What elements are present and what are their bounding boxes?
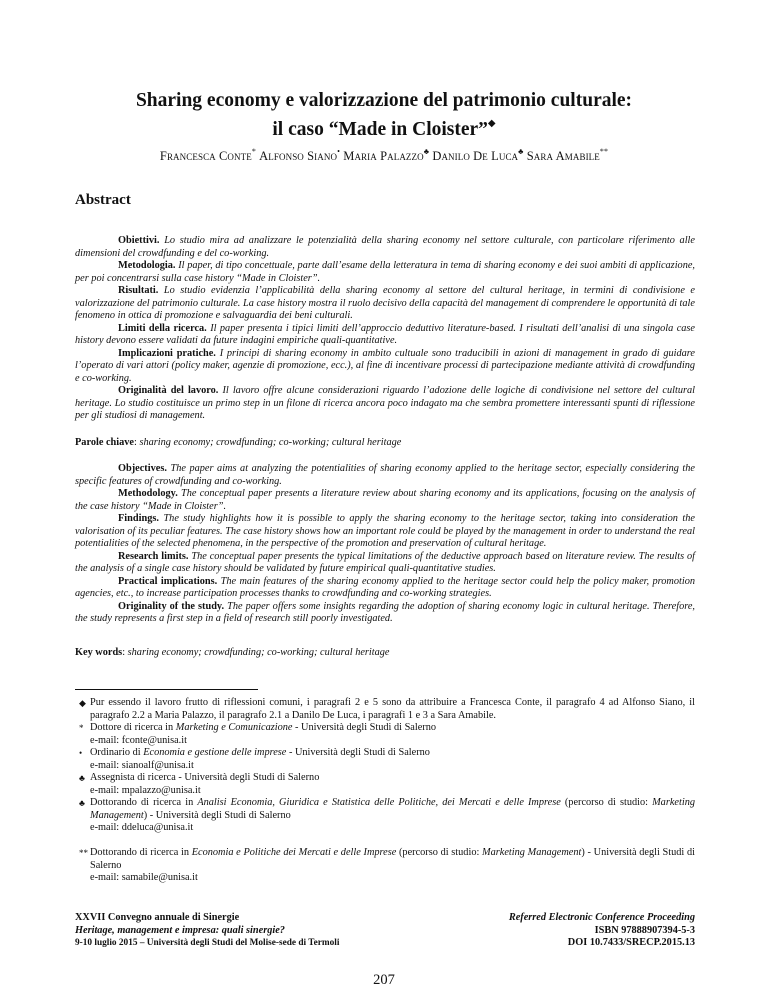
paragraph-text: Lo studio mira ad analizzare le potenzialità della sharing economy nel settore culturale, con particolare riferimento alle dimensioni del crowdfunding e del co-working. <box>75 235 695 259</box>
paragraph-label: Risultati. <box>118 285 159 296</box>
abstract-italian <box>75 235 695 423</box>
author-mark: ♣ <box>423 147 430 156</box>
footnote-text: Assegnista di ricerca - Università degli Studi di Salerno e-mail: mpalazzo@unisa.it <box>90 772 320 796</box>
abstract-paragraph <box>75 551 695 576</box>
paragraph-text: Il paper presenta i tipici limiti dell’approccio deduttivo literature-based. I risultati dell’analisi di una singola case history devono essere validati da future indagini empiriche quali-quantitative. <box>75 322 695 346</box>
abstract-paragraph <box>75 235 695 260</box>
abstract-paragraph <box>75 576 695 601</box>
abstract-paragraph <box>75 513 695 551</box>
paragraph-label: Implicazioni pratiche. <box>118 347 216 359</box>
paper-title-line2 <box>0 112 768 141</box>
footnote <box>75 747 695 772</box>
author-list <box>0 147 768 164</box>
footnote <box>75 722 695 747</box>
paragraph-label: Metodologia. <box>118 260 176 271</box>
paragraph-label: Objectives. <box>118 463 167 474</box>
author-mark: * <box>251 147 256 156</box>
footer-proceeding: Referred Electronic Conference Proceeding <box>508 912 695 923</box>
footnote-text: Dottorando di ricerca in Analisi Economia, Giuridica e Statistica delle Politiche, dei Mercati e delle Imprese (percorso di studio: Marketing Management) - Università degli Studi di Salerno e-mail: ddeluca@unisa.it <box>90 797 696 833</box>
author-name: Francesca Conte <box>159 149 252 163</box>
paragraph-text: Il lavoro offre alcune considerazioni riguardo l’adozione delle logiche di condivisione nel settore del cultural heritage. Lo studio costituisce un primo step in un filone di ricerca ancora poco indagato ma che sembra promettere interessanti spunti di riflessione per gli studiosi di management. <box>75 385 696 421</box>
abstract-paragraph <box>75 463 695 488</box>
keywords-text: sharing economy; crowdfunding; co-working; cultural heritage <box>139 437 402 448</box>
footnote-email: e-mail: mpalazzo@unisa.it <box>90 784 201 796</box>
footnote-mark: ◆ <box>79 698 86 708</box>
page-number: 207 <box>373 972 395 988</box>
author-name: Maria Palazzo <box>343 149 424 163</box>
footnote-text: Dottorando di ricerca in Economia e Politiche dei Mercati e delle Imprese (percorso di studio: Marketing Management) - Università degli Studi di Salerno e-mail: samabile@unisa.it <box>90 847 695 883</box>
paragraph-label: Methodology. <box>118 488 178 499</box>
footnote-text: Dottore di ricerca in Marketing e Comunicazione - Università degli Studi di Salerno e-mail: fconte@unisa.it <box>90 722 437 746</box>
author-name: Sara Amabile <box>526 149 600 163</box>
paragraph-label: Practical implications. <box>118 575 218 587</box>
keywords-label: Key words <box>75 647 123 658</box>
keywords-label: Parole chiave <box>75 437 135 448</box>
footnote-separator <box>75 689 258 690</box>
paragraph-text: Il paper, di tipo concettuale, parte dall’esame della letteratura in tema di sharing economy e dei suoi ambiti di applicazione, per poi concentrarsi sulla case history “Made in Cloister”. <box>75 260 695 284</box>
paragraph-text: I principi di sharing economy in ambito cultuale sono traducibili in azioni di management in grado di guidare l’operato di vari attori (policy maker, agenzie di promozione, ecc.), al fine di incentivare processi di partecipazione mediante attività di crowdfunding e co-working. <box>75 347 696 384</box>
author-name: Alfonso Siano <box>259 149 338 163</box>
footer-isbn: ISBN 97888907394-5-3 <box>594 924 695 936</box>
footnote <box>75 772 695 797</box>
footer-doi: DOI 10.7433/SRECP.2015.13 <box>567 937 695 948</box>
footnote-email: e-mail: fconte@unisa.it <box>90 734 187 746</box>
abstract-paragraph <box>75 260 695 285</box>
footnote-mark: ** <box>79 848 88 858</box>
footnote-mark: * <box>79 723 84 733</box>
paragraph-text: The conceptual paper presents a literature review about sharing economy and its applications, focusing on the analysis of the case history “Made in Cloister”. <box>75 488 695 512</box>
abstract-heading: Abstract <box>75 192 131 208</box>
paragraph-label: Findings. <box>118 513 159 524</box>
abstract-paragraph <box>75 323 695 348</box>
footnote <box>75 697 695 722</box>
paragraph-text: The paper aims at analyzing the potentialities of sharing economy applied to the heritage sector, especially considering the specific features of crowdfunding and co-working. <box>75 463 696 487</box>
footnote-text: Ordinario di Economia e gestione delle imprese - Università degli Studi di Salerno e-mail: sianoalf@unisa.it <box>90 747 430 771</box>
paragraph-label: Originality of the study. <box>118 600 225 612</box>
author-mark: ♣ <box>518 147 524 156</box>
footnote-email: e-mail: ddeluca@unisa.it <box>90 822 194 833</box>
footnote <box>75 847 695 885</box>
paragraph-label: Obiettivi. <box>118 235 160 246</box>
keywords-italian: Parole chiave: sharing economy; crowdfunding; co-working; cultural heritage <box>75 437 402 448</box>
keywords-english: Key words: sharing economy; crowdfunding; co-working; cultural heritage <box>75 647 390 658</box>
abstract-paragraph <box>75 488 695 513</box>
footer-conference <box>75 912 339 950</box>
paragraph-text: Lo studio evidenzia l’applicabilità della sharing economy al settore del cultural heritage, in termini di condivisione e valorizzazione del patrimonio culturale. La case history mostra il ruolo decisivo della capacità del management di comprendere le opportunità di tale fenomeno in ottica di promozione e salvaguardia dei beni culturali. <box>75 285 696 321</box>
footnote-email: e-mail: sianoalf@unisa.it <box>90 759 194 771</box>
paragraph-text: The main features of the sharing economy applied to the heritage sector could help the policy maker, promotion agencies, etc., to increase participation processes thanks to crowdfunding and co-working strategies. <box>75 575 696 599</box>
author-name: Danilo De Luca <box>432 149 519 163</box>
footer-conference-date: 9-10 luglio 2015 – Università degli Studi del Molise-sede di Termoli <box>75 938 340 948</box>
footer-publication <box>509 912 695 950</box>
author-mark: ** <box>599 147 609 156</box>
footnote-mark: • <box>79 748 83 758</box>
author-mark: • <box>337 147 340 156</box>
footer-conference-name: XXVII Convegno annuale di Sinergie <box>75 912 240 923</box>
footnote-text: Pur essendo il lavoro frutto di riflessioni comuni, i paragrafi 2 e 5 sono da attribuire a Francesca Conte, il paragrafo 4 ad Alfonso Siano, il paragrafo 2.2 a Maria Palazzo, il paragrafo 2.1 a Danilo De Luca, i paragrafi 1 e 3 a Sara Amabile. <box>90 697 695 721</box>
abstract-english <box>75 463 695 626</box>
paragraph-label: Research limits. <box>118 550 189 562</box>
abstract-paragraph <box>75 348 695 386</box>
footnote-mark: ♣ <box>79 773 85 783</box>
paper-title-text: il caso “Made in Cloister” <box>272 119 488 140</box>
paragraph-label: Originalità del lavoro. <box>118 385 219 396</box>
footnote-email: e-mail: samabile@unisa.it <box>90 872 198 883</box>
paragraph-text: The paper offers some insights regarding the adoption of sharing economy logic in cultural heritage. Therefore, the study represents a first step in a field of research still poorly investigated. <box>75 600 696 624</box>
paragraph-text: The study highlights how it is possible to apply the sharing economy to the heritage sector, taking into consideration the valorisation of its peculiar features. The case history shows how an important role could be played by the management in order to understand the real potentialities of the selected phenomena, in the perspective of the promotion and preservation of cultural heritage. <box>75 513 695 549</box>
paper-title-line1: Sharing economy e valorizzazione del patrimonio culturale: <box>135 90 633 111</box>
title-footnote-mark: ◆ <box>487 118 496 129</box>
abstract-paragraph <box>75 285 695 323</box>
paragraph-label: Limiti della ricerca. <box>118 322 207 334</box>
paragraph-text: The conceptual paper presents the typical limitations of the deductive approach based on literature review. The results of the analysis of a single case history should be validated by future empirical quali-quantitative studies. <box>75 550 695 574</box>
abstract-paragraph <box>75 601 695 626</box>
footer-conference-theme: Heritage, management e impresa: quali sinergie? <box>75 924 285 936</box>
keywords-text: sharing economy; crowdfunding; co-working; cultural heritage <box>127 647 390 658</box>
abstract-paragraph <box>75 385 695 423</box>
footnote <box>75 797 695 835</box>
footnote-mark: ♣ <box>79 798 85 808</box>
